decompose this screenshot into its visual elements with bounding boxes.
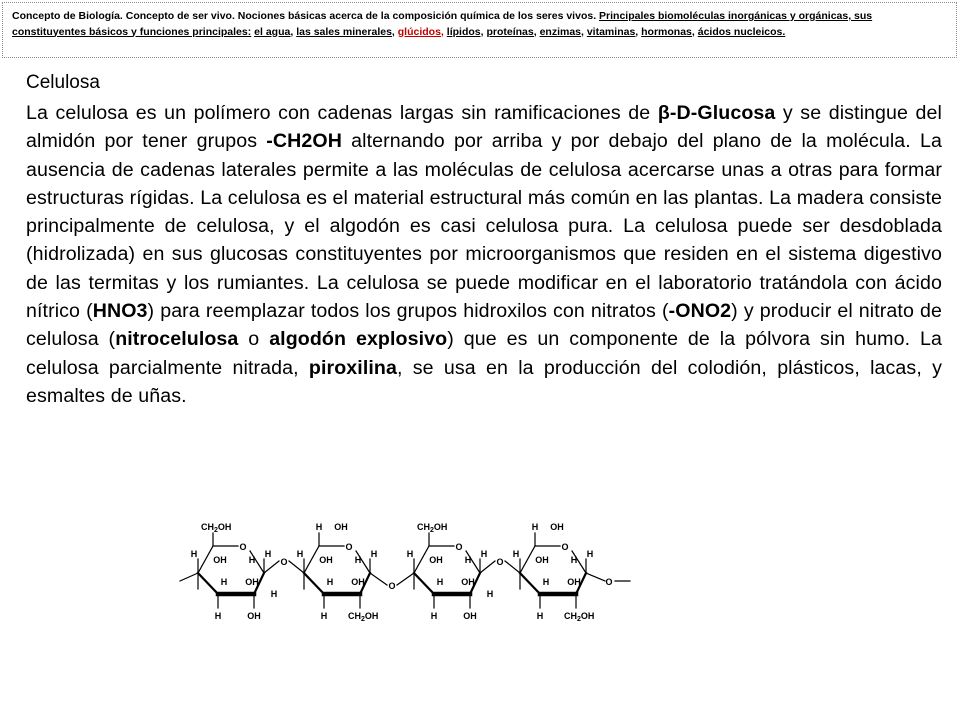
bold-term: -ONO2 bbox=[668, 300, 732, 323]
ch2oh-part: OH bbox=[364, 611, 379, 621]
ring-oxygen-label: O bbox=[561, 542, 569, 552]
h-label: H bbox=[270, 589, 278, 599]
link-vitaminas[interactable]: vitaminas, bbox=[586, 25, 639, 38]
glycosidic-bond bbox=[480, 561, 495, 573]
chain-end-bond bbox=[180, 573, 198, 581]
oh-label: OH bbox=[535, 555, 549, 565]
link-acidos-nucleicos[interactable]: ácidos nucleicos. bbox=[697, 25, 786, 38]
h-label: H bbox=[486, 589, 494, 599]
h-label: H bbox=[264, 549, 272, 559]
bold-term: HNO3 bbox=[92, 300, 148, 323]
bold-term: algodón explosivo bbox=[269, 328, 448, 351]
ring-bond bbox=[414, 573, 434, 594]
oh-label: OH bbox=[463, 611, 477, 621]
ring-bond bbox=[520, 573, 540, 594]
link-hormonas[interactable]: hormonas, bbox=[641, 25, 695, 38]
link-glucidos[interactable]: glúcidos, bbox=[397, 25, 444, 38]
h-label: H bbox=[542, 577, 550, 587]
oh-label: OH bbox=[461, 577, 475, 587]
bridge-oxygen-label: O bbox=[496, 557, 504, 567]
glycosidic-bond bbox=[505, 561, 520, 573]
h-label: H bbox=[315, 522, 323, 532]
h-label: H bbox=[326, 577, 334, 587]
glycosidic-bond bbox=[397, 573, 414, 585]
bridge-oxygen-label: O bbox=[388, 581, 396, 591]
link-proteinas[interactable]: proteínas, bbox=[486, 25, 537, 38]
oh-label: OH bbox=[247, 611, 261, 621]
ch2oh-subscript: 2 bbox=[361, 616, 365, 623]
body-paragraph bbox=[26, 99, 942, 410]
ch2oh-part: OH bbox=[433, 522, 448, 532]
ch2oh-part: CH bbox=[564, 611, 577, 621]
ch2oh-part: OH bbox=[580, 611, 595, 621]
oh-label: OH bbox=[429, 555, 443, 565]
bold-term: nitrocelulosa bbox=[115, 328, 239, 351]
header-breadcrumb bbox=[2, 2, 957, 58]
h-label: H bbox=[436, 577, 444, 587]
ch2oh-part: CH bbox=[201, 522, 214, 532]
ring-bond bbox=[414, 546, 429, 573]
link-lipidos[interactable]: lípidos, bbox=[446, 25, 484, 38]
oh-label: OH bbox=[213, 555, 227, 565]
ring-oxygen-label: O bbox=[345, 542, 353, 552]
h-label: H bbox=[531, 522, 539, 532]
ring-oxygen-label: O bbox=[455, 542, 463, 552]
glycosidic-bond bbox=[370, 573, 387, 585]
h-label: H bbox=[220, 577, 228, 587]
h-label: H bbox=[296, 549, 304, 559]
ring-oxygen-label: O bbox=[239, 542, 247, 552]
ring-bond bbox=[198, 546, 213, 573]
ch2oh-label bbox=[417, 522, 447, 534]
text-segment: ) que es un componente de la pólvora sin humo. La celulosa parcialmente nitrada, bbox=[26, 328, 942, 379]
ch2oh-part: CH bbox=[348, 611, 361, 621]
h-label: H bbox=[370, 549, 378, 559]
link-enzimas[interactable]: enzimas, bbox=[539, 25, 584, 38]
ch2oh-subscript: 2 bbox=[430, 527, 434, 534]
h-label: H bbox=[248, 555, 256, 565]
glycosidic-bond bbox=[289, 561, 304, 573]
h-label: H bbox=[354, 555, 362, 565]
oh-label: OH bbox=[245, 577, 259, 587]
oh-label: OH bbox=[334, 522, 348, 532]
text-segment: , se usa en la producción del colodión, plásticos, lacas, y esmaltes de uñas. bbox=[26, 356, 942, 407]
h-label: H bbox=[320, 611, 328, 621]
bold-term: -CH2OH bbox=[266, 130, 343, 153]
h-label: H bbox=[480, 549, 488, 559]
ring-bond bbox=[304, 573, 324, 594]
h-label: H bbox=[570, 555, 578, 565]
h-label: H bbox=[190, 549, 198, 559]
text-segment: ) y producir el nitrato de celulosa ( bbox=[26, 300, 942, 351]
text-segment: alternando por arriba y por debajo del plano de la molécula. La ausencia de cadenas laterales permite a las moléculas de celulosa acercarse unas a otras para formar estructuras rígidas. La celulosa es el material estructural más común en las plantas. La madera consiste principalmente de celulosa, y el algodón es casi celulosa pura. La celulosa puede ser desdoblada (hidrolizada) en sus glucosas constituyentes por microorganismos que residen en el sistema digestivo de las termitas y los rumiantes. La celulosa se puede modificar en el laboratorio tratándola con ácido nítrico ( bbox=[26, 130, 943, 323]
text-segment: La celulosa es un polímero con cadenas largas sin ramificaciones de bbox=[26, 102, 658, 124]
header-lead: Concepto de Biología. Concepto de ser vivo. Nociones básicas acerca de la composición química de los seres vivos. bbox=[12, 10, 597, 22]
ch2oh-part: OH bbox=[217, 522, 232, 532]
ch2oh-part: CH bbox=[417, 522, 430, 532]
oh-label: OH bbox=[351, 577, 365, 587]
bold-term: β-D-Glucosa bbox=[657, 102, 776, 124]
h-label: H bbox=[464, 555, 472, 565]
ring-bond bbox=[520, 546, 535, 573]
ch2oh-label bbox=[564, 611, 594, 623]
chain-end-bond bbox=[586, 573, 605, 581]
text-segment: y se distingue del almidón por tener grupos bbox=[26, 102, 942, 153]
ch2oh-subscript: 2 bbox=[577, 616, 581, 623]
ring-bond bbox=[304, 546, 319, 573]
link-sales-minerales[interactable]: las sales minerales, bbox=[296, 25, 395, 38]
h-label: H bbox=[536, 611, 544, 621]
text-segment: o bbox=[238, 328, 270, 351]
bridge-oxygen-label: O bbox=[605, 577, 613, 587]
h-label: H bbox=[586, 549, 594, 559]
glycosidic-bond bbox=[264, 561, 279, 573]
cellulose-structure-diagram bbox=[178, 515, 638, 630]
oh-label: OH bbox=[319, 555, 333, 565]
h-label: H bbox=[512, 549, 520, 559]
text-segment: ) para reemplazar todos los grupos hidroxilos con nitratos ( bbox=[147, 300, 669, 323]
bold-term: piroxilina bbox=[308, 356, 397, 379]
link-agua[interactable]: el agua, bbox=[254, 25, 294, 38]
ch2oh-subscript: 2 bbox=[214, 527, 218, 534]
ring-bond bbox=[198, 573, 218, 594]
h-label: H bbox=[430, 611, 438, 621]
ch2oh-label bbox=[348, 611, 378, 623]
link-biomoleculas[interactable]: Principales biomoléculas inorgánicas y orgánicas, sus constituyentes básicos y funciones principales: bbox=[12, 10, 873, 38]
bridge-oxygen-label: O bbox=[280, 557, 288, 567]
ch2oh-label bbox=[201, 522, 231, 534]
h-label: H bbox=[214, 611, 222, 621]
h-label: H bbox=[406, 549, 414, 559]
oh-label: OH bbox=[567, 577, 581, 587]
oh-label: OH bbox=[550, 522, 564, 532]
page-title: Celulosa bbox=[26, 72, 100, 93]
